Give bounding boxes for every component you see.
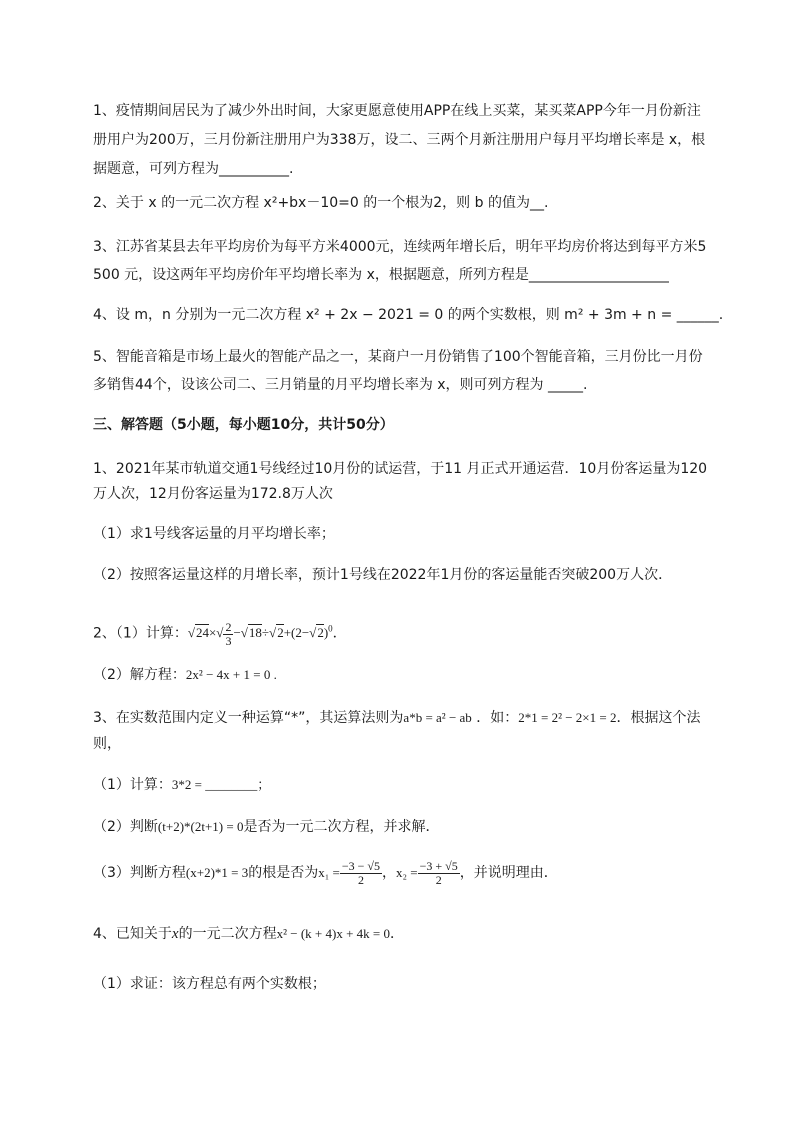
s1-part-1: （1）求1号线客运量的月平均增长率；: [93, 526, 335, 542]
s2-expr-end: ．: [332, 625, 347, 642]
s3-x1-num: −3 − √5: [341, 858, 380, 873]
s2-part2-label: （2）解方程：: [93, 667, 186, 683]
s4-part-1: （1）求证：该方程总有两个实数根；: [93, 976, 326, 992]
s1-line-2: 万人次，12月份客运量为172.8万人次: [93, 486, 333, 502]
s2-part-2: [93, 666, 277, 684]
s1-line-1: 1、2021年某市轨道交通1号线经过10月份的试运营，于11 月正式开通运营．10月份客运量为120: [93, 461, 708, 477]
s1-part-2: （2）按照客运量这样的月增长率，预计1号线在2022年1月份的客运量能否突破200万人次．: [93, 567, 673, 583]
s3-rule: a*b = a² − ab: [403, 710, 472, 725]
s4-c: ．: [389, 926, 404, 942]
s3-x1-den: 2: [357, 872, 364, 887]
q3-line-2: 500 元，设这两年平均房价年平均增长率为 x，根据题意，所列方程是____________________: [93, 267, 669, 283]
s3-sep: ，: [382, 865, 396, 881]
s4-line-1: [93, 925, 404, 943]
s3-p1-expr: 3*2 = ________；: [171, 777, 271, 792]
q4-line-1: 4、设 m，n 分别为一元二次方程 x² + 2x − 2021 = 0 的两个实数根，则 m² + 3m + n = ______.: [93, 307, 724, 323]
s3-line-2: 则，: [93, 736, 121, 752]
s2-prefix: 2、（1）计算：: [93, 625, 188, 642]
s3-p3-expr: (x+2)*1 = 3: [185, 865, 249, 880]
s3-line1-c: ．根据这个法: [616, 710, 701, 726]
s4-b: 的一元二次方程: [178, 926, 277, 942]
q5-line-1: 5、智能音箱是市场上最火的智能产品之一，某商户一月份销售了100个智能音箱，三月份比一月份: [93, 349, 703, 365]
s3-line1-b: ．如：: [471, 710, 519, 726]
s2-expression: √24×√ $\frac{2}{3}$ $-√18\div√2+(2-√2)^0$: [187, 619, 333, 648]
q1-line-1: 1、疫情期间居民为了减少外出时间，大家更愿意使用APP在线上买菜，某买菜APP今年一月份新注: [93, 103, 701, 119]
s3-x1-fraction: [340, 860, 382, 887]
s3-p3-text: 的根是否为: [248, 865, 319, 881]
q2-line-1: 2、关于 x 的一元二次方程 x²+bx－10=0 的一个根为2，则 b 的值为__.: [93, 195, 549, 211]
s3-x2-label: x₂ =: [396, 865, 418, 880]
s3-p2-expr: (t+2)*(2t+1) = 0: [157, 819, 244, 834]
q1-line-2: 册用户为200万，三月份新注册用户为338万，设二、三两个月新注册用户每月平均增长率是 x，根: [93, 132, 706, 148]
s3-x2-fraction: [418, 860, 460, 887]
s3-p2-text: 是否为一元二次方程，并求解．: [243, 819, 440, 835]
section-title: 三、解答题（5小题，每小题10分，共计50分）: [93, 417, 394, 433]
s3-line-1: [93, 709, 700, 727]
s4-x: x: [171, 926, 179, 942]
s3-p3-label: （3）判断方程: [93, 865, 186, 881]
q5-line-2: 多销售44个，设该公司二、三月销量的月平均增长率为 x，则可列方程为 _____.: [93, 377, 588, 393]
s2-line-1: [93, 614, 347, 648]
s3-x1-label: x₁ =: [318, 865, 340, 880]
s3-p1-label: （1）计算：: [93, 777, 172, 793]
s3-part-3: [93, 858, 558, 888]
s3-part-2: [93, 818, 439, 836]
s3-p3-end: ，并说明理由．: [459, 865, 558, 881]
s3-part-1: [93, 776, 270, 794]
s3-x2-num: −3 + √5: [419, 858, 458, 873]
s4-a: 4、已知关于: [93, 926, 172, 942]
s3-p2-label: （2）判断: [93, 819, 158, 835]
s3-x2-den: 2: [435, 872, 442, 887]
s3-example: 2*1 = 2² − 2×1 = 2: [518, 710, 617, 725]
s2-part2-expr: 2x² − 4x + 1 = 0 .: [185, 667, 277, 682]
q1-line-3: 据题意，可列方程为__________.: [93, 161, 294, 177]
q3-line-1: 3、江苏省某县去年平均房价为每平方米4000元，连续两年增长后，明年平均房价将达到每平方米5: [93, 239, 707, 255]
s3-line1-a: 3、在实数范围内定义一种运算“*”，其运算法则为: [93, 710, 404, 726]
s4-expr: x² − (k + 4)x + 4k = 0: [276, 926, 390, 941]
